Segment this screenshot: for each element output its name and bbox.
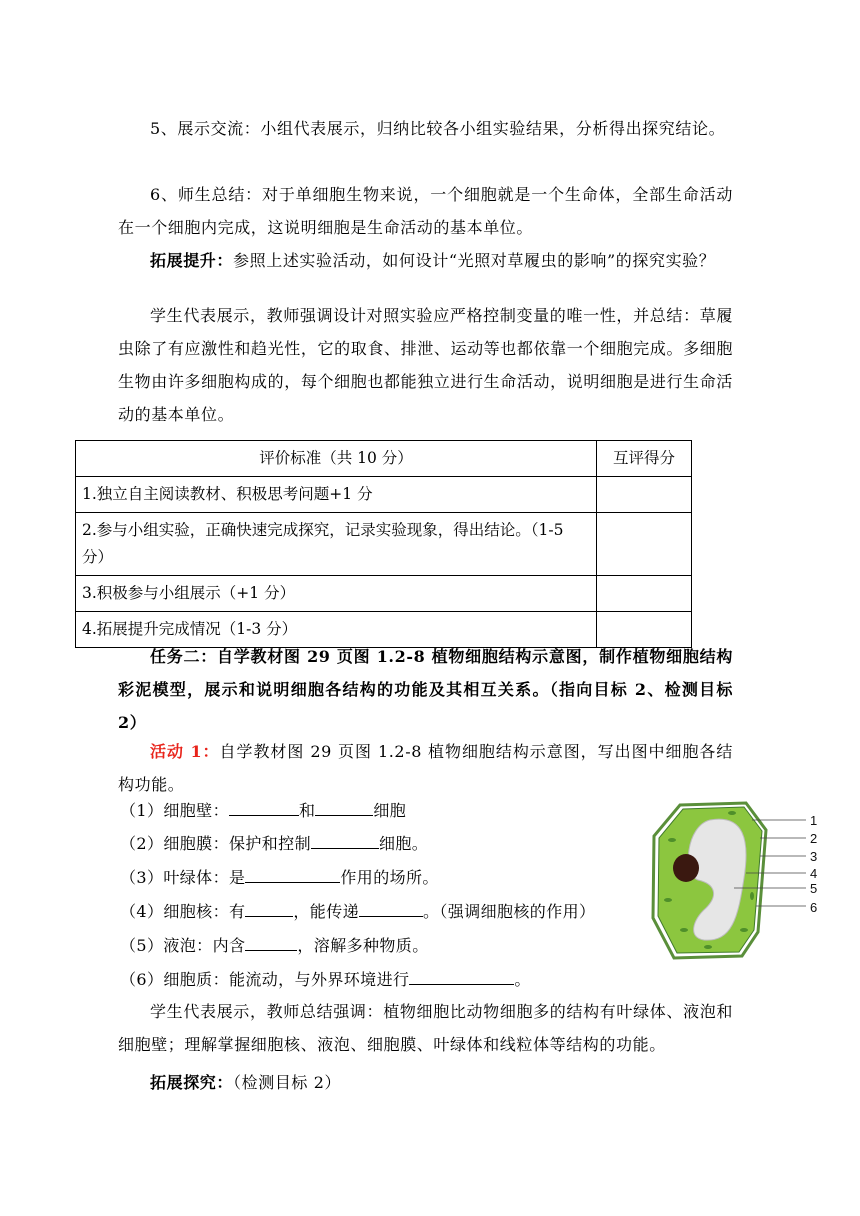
diagram-label-1: 1 [810,813,818,828]
chloroplast-shape [740,928,748,932]
paragraph-step6: 6、师生总结：对于单细胞生物来说，一个细胞就是一个生命体，全部生命活动在一个细胞内完成，这说明细胞是生命活动的基本单位。 [118,185,733,237]
question-text: 和 [298,801,316,820]
table-cell-score[interactable] [597,513,692,576]
answer-blank[interactable] [315,799,373,816]
question-text: （4）细胞核：有 [120,902,246,921]
chloroplast-shape [668,838,676,842]
answer-blank[interactable] [409,968,514,985]
question-text: （6）细胞质：能流动，与外界环境进行 [120,970,410,989]
answer-blank[interactable] [359,900,423,917]
question-nucleus [120,898,595,926]
question-cell-membrane [120,830,428,858]
table-row [76,576,692,612]
extension-text: 参照上述实验活动，如何设计“光照对草履虫的影响”的探究实验？ [233,251,716,270]
table-cell-criterion: 3.积极参与小组展示（+1 分） [76,576,597,612]
explore-text: （检测目标 2） [233,1073,342,1092]
paragraph-step5: 5、展示交流：小组代表展示，归纳比较各小组实验结果，分析得出探究结论。 [150,119,726,138]
question-text: （3）叶绿体：是 [120,868,246,887]
question-text: 细胞。 [378,834,429,853]
table-header-criteria: 评价标准（共 10 分） [76,441,597,477]
extension-label: 拓展提升： [150,251,234,270]
plant-cell-diagram [648,800,828,960]
paragraph-explore [118,1066,733,1099]
table-row [76,477,692,513]
table-cell-criterion: 2.参与小组实验，正确快速完成探究，记录实验现象，得出结论。（1-5 分） [76,513,597,576]
table-cell-criterion: 1.独立自主阅读教材、积极思考问题+1 分 [76,477,597,513]
answer-blank[interactable] [229,799,299,816]
question-text: （1）细胞壁： [120,801,229,820]
question-cytoplasm [120,966,531,994]
diagram-label-2: 2 [810,831,818,846]
explore-label: 拓展探究： [150,1073,234,1092]
diagram-label-4: 4 [810,866,818,881]
table-cell-score[interactable] [597,576,692,612]
activity-text: 自学教材图 29 页图 1.2-8 植物细胞结构示意图，写出图中细胞各结构功能。 [118,742,733,794]
activity-label: 活动 1： [150,742,220,761]
question-text: ，溶解多种物质。 [297,936,429,955]
question-text: ，能传递 [293,902,359,921]
answer-blank[interactable] [245,866,340,883]
nucleus-shape [673,854,699,882]
evaluation-table [75,440,692,648]
chloroplast-shape [680,928,688,932]
question-text: 。（强调细胞核的作用） [423,902,596,921]
paragraph-teacher-summary: 学生代表展示，教师总结强调：植物细胞比动物细胞多的结构有叶绿体、液泡和细胞壁；理解掌握细胞核、液泡、细胞膜、叶绿体和线粒体等结构的功能。 [118,1002,733,1054]
diagram-label-3: 3 [810,849,818,864]
chloroplast-shape [704,945,712,949]
answer-blank[interactable] [311,832,379,849]
question-vacuole [120,932,429,960]
chloroplast-shape [664,898,672,902]
table-cell-score[interactable] [597,477,692,513]
question-text: 细胞 [373,801,407,820]
question-text: 作用的场所。 [340,868,439,887]
chloroplast-shape [750,892,754,900]
table-row [76,513,692,576]
question-text: 。 [514,970,531,989]
question-cell-wall [120,797,406,825]
table-header-score: 互评得分 [597,441,692,477]
diagram-label-5: 5 [810,881,818,896]
task2-heading: 任务二：自学教材图 29 页图 1.2-8 植物细胞结构示意图，制作植物细胞结构彩泥模型，展示和说明细胞各结构的功能及其相互关系。（指向目标 2、检测目标 2） [118,647,733,732]
paragraph-extension [118,244,733,277]
paragraph-student-summary: 学生代表展示，教师强调设计对照实验应严格控制变量的唯一性，并总结：草履虫除了有应激性和趋光性，它的取食、排泄、运动等也都依靠一个细胞完成。多细胞生物由许多细胞构成的，每个细胞也都能独立进行生命活动，说明细胞是进行生命活动的基本单位。 [118,306,733,424]
table-cell-criterion: 4.拓展提升完成情况（1-3 分） [76,612,597,648]
question-text: （2）细胞膜：保护和控制 [120,834,311,853]
paragraph-activity1 [118,735,733,801]
answer-blank[interactable] [245,934,297,951]
table-header-row [76,441,692,477]
answer-blank[interactable] [245,900,293,917]
question-text: （5）液泡：内含 [120,936,246,955]
diagram-label-6: 6 [810,900,818,915]
chloroplast-shape [728,811,736,815]
question-chloroplast [120,864,439,892]
